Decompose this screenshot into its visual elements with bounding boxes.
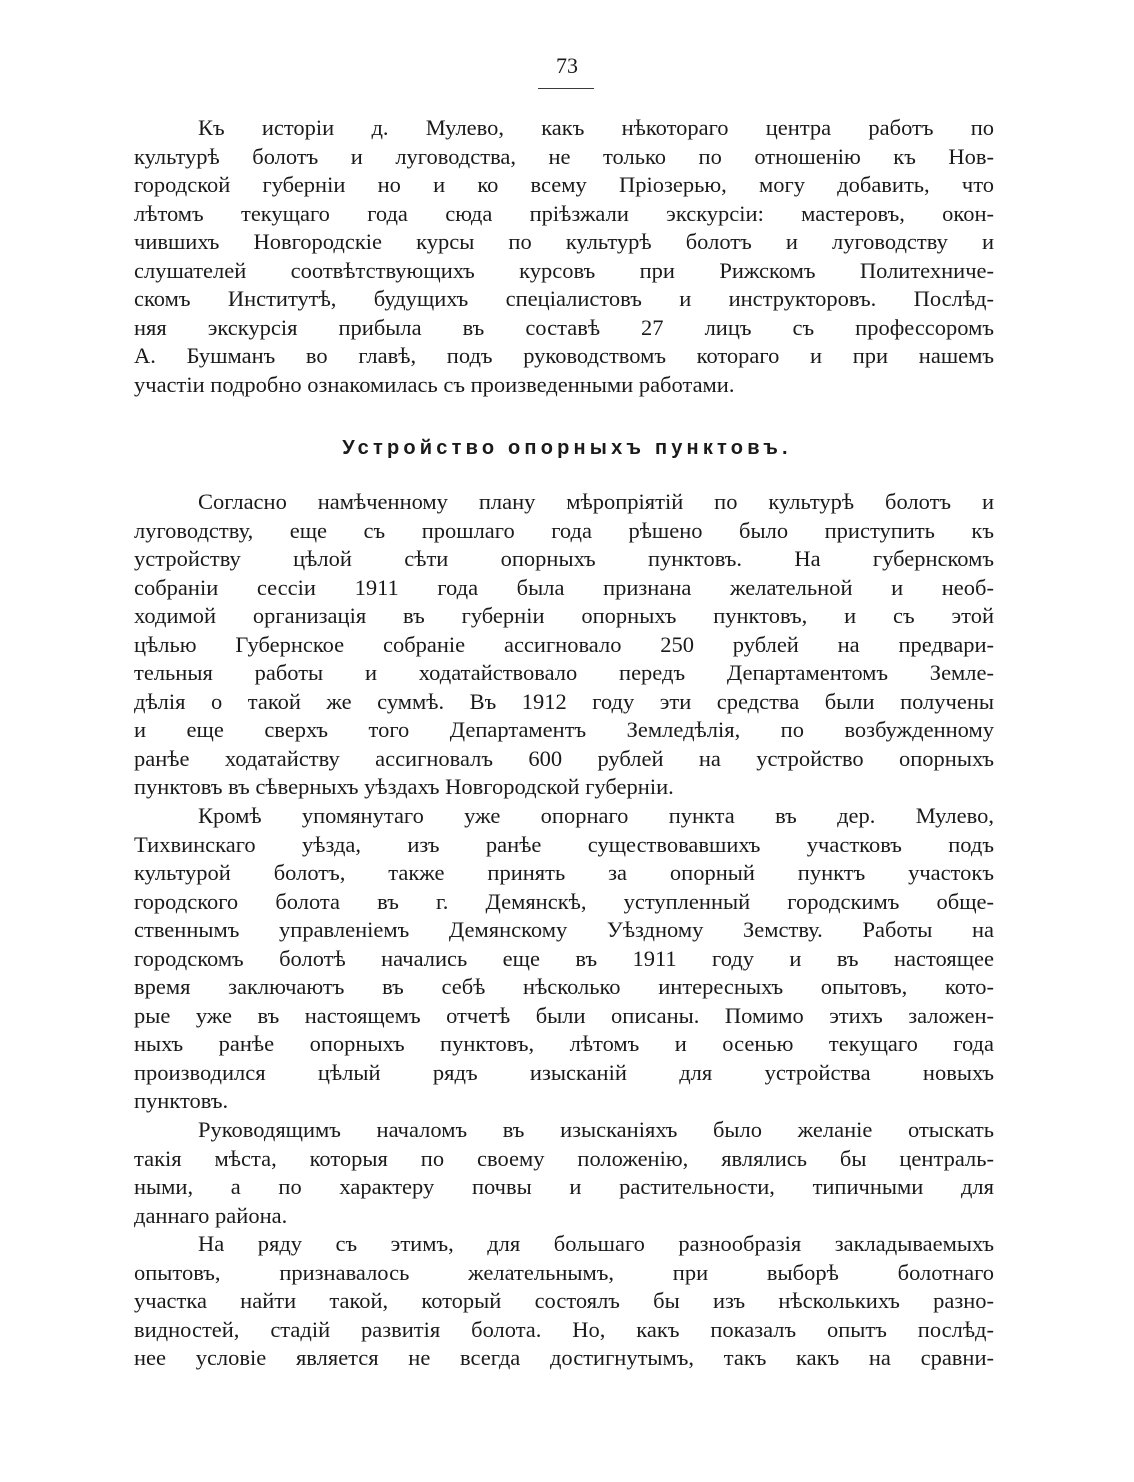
section-paragraph-4 — [134, 1230, 994, 1373]
text-line: слушателей соотвѣтствующихъ курсовъ при Рижскомъ Политехниче- — [134, 257, 994, 283]
text-line: лѣтомъ текущаго года сюда пріѣзжали экскурсіи: мастеровъ, окон- — [134, 200, 994, 226]
text-line: скомъ Институтѣ, будущихъ спеціалистовъ и инструкторовъ. Послѣд- — [134, 286, 994, 311]
text-line: ранѣе ходатайству ассигновалъ 600 рублей на устройство опорныхъ — [134, 745, 994, 771]
text-line: и еще сверхъ того Департаментъ Земледѣлія, по возбужденному — [134, 717, 994, 742]
text-line: дѣлія о такой же суммѣ. Въ 1912 году эти средства были получены — [134, 688, 994, 714]
text-line: Тихвинскаго уѣзда, изъ ранѣе существовавшихъ участковъ подъ — [134, 831, 994, 857]
text-line: няя экскурсія прибыла въ составѣ 27 лицъ съ профессоромъ — [134, 314, 994, 340]
text-line: цѣлью Губернское собраніе ассигновало 250 рублей на предвари- — [134, 631, 994, 657]
text-line: опытовъ, признавалось желательнымъ, при выборѣ болотнаго — [134, 1259, 994, 1285]
page-number: 73 — [556, 53, 578, 78]
text-line: ственнымъ управленіемъ Демянскому Уѣздному Земству. Работы на — [134, 917, 994, 942]
text-line: пунктовъ. — [134, 1088, 229, 1113]
text-line: ными, а по характеру почвы и растительности, типичными для — [134, 1174, 994, 1199]
text-line: тельныя работы и ходатайствовало передъ Департаментомъ Земле- — [134, 660, 994, 685]
intro-paragraph — [134, 114, 994, 399]
text-line: Кромѣ упомянутаго уже опорнаго пункта въ дер. Мулево, — [198, 803, 994, 828]
text-line: собраніи сессіи 1911 года была признана желательной и необ- — [134, 574, 994, 600]
section-paragraph-2 — [134, 802, 994, 1116]
text-line: культурой болотъ, также принять за опорный пунктъ участокъ — [134, 860, 994, 885]
text-line: время заключаютъ въ себѣ нѣсколько интересныхъ опытовъ, кото- — [134, 974, 994, 999]
text-line: городского болота въ г. Демянскѣ, уступленный городскимъ обще- — [134, 888, 994, 914]
text-line: участіи подробно ознакомилась съ произведенными работами. — [134, 371, 735, 397]
text-line: Согласно намѣченному плану мѣропріятій по культурѣ болотъ и — [198, 489, 994, 514]
text-line: видностей, стадій развитія болота. Но, какъ показалъ опытъ послѣд- — [134, 1316, 994, 1342]
text-line: Къ исторіи д. Мулево, какъ нѣкотораго центра работъ по — [198, 115, 994, 140]
page-number-rule — [538, 88, 594, 89]
text-line: производился цѣлый рядъ изысканій для устройства новыхъ — [134, 1059, 994, 1085]
text-line: даннаго района. — [134, 1202, 288, 1228]
text-line: луговодству, еще съ прошлаго года рѣшено было приступить къ — [134, 517, 994, 543]
text-line: рые уже въ настоящемъ отчетѣ были описаны. Помимо этихъ заложен- — [134, 1002, 994, 1028]
text-line: ныхъ ранѣе опорныхъ пунктовъ, лѣтомъ и осенью текущаго года — [134, 1031, 994, 1056]
text-line: культурѣ болотъ и луговодства, не только по отношенію къ Нов- — [134, 143, 994, 169]
text-line: пунктовъ въ сѣверныхъ уѣздахъ Новгородской губерніи. — [134, 774, 674, 799]
text-line: нее условіе является не всегда достигнутымъ, такъ какъ на сравни- — [134, 1345, 994, 1370]
text-line: ходимой организація въ губерніи опорныхъ пунктовъ, и съ этой — [134, 603, 994, 628]
text-line: устройству цѣлой сѣти опорныхъ пунктовъ. На губернскомъ — [134, 546, 994, 571]
section-heading: Устройство опорныхъ пунктовъ. — [342, 437, 792, 459]
text-line: А. Бушманъ во главѣ, подъ руководствомъ котораго и при нашемъ — [134, 343, 994, 368]
section-paragraph-3 — [134, 1116, 994, 1230]
text-line: городской губерніи но и ко всему Пріозерью, могу добавить, что — [134, 172, 994, 197]
section-paragraph-1 — [134, 488, 994, 802]
text-line: На ряду съ этимъ, для большаго разнообразія закладываемыхъ — [198, 1231, 994, 1256]
text-line: городскомъ болотѣ начались еще въ 1911 году и въ настоящее — [134, 945, 994, 971]
text-line: такія мѣста, которыя по своему положенію, являлись бы централь- — [134, 1145, 994, 1171]
text-line: Руководящимъ началомъ въ изысканіяхъ было желаніе отыскать — [198, 1117, 994, 1142]
text-line: чившихъ Новгородскіе курсы по культурѣ болотъ и луговодству и — [134, 229, 994, 254]
text-line: участка найти такой, который состоялъ бы изъ нѣсколькихъ разно- — [134, 1288, 994, 1313]
